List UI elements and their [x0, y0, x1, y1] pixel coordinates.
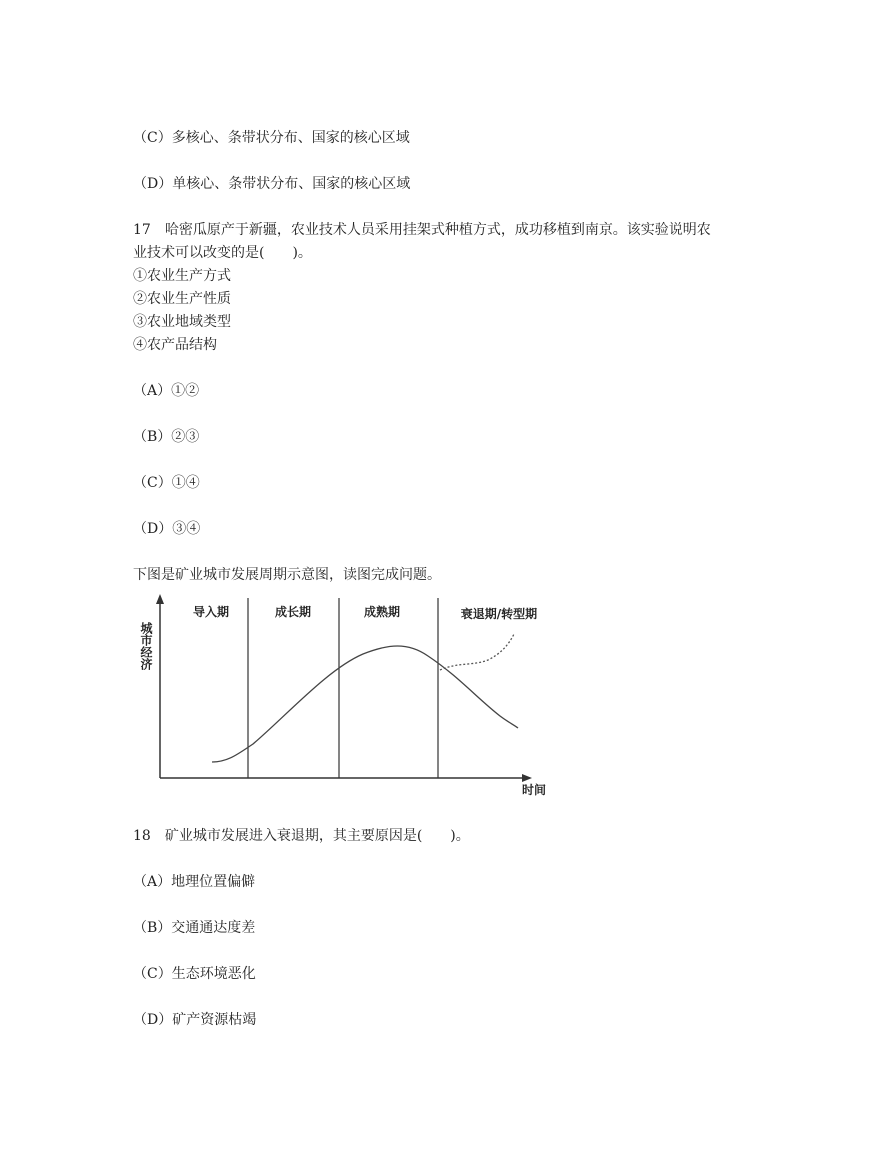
- question-18-stem: 18 矿业城市发展进入衰退期，其主要原因是( )。: [133, 828, 470, 844]
- question-17-item-4: ④农产品结构: [133, 337, 217, 353]
- x-axis-arrow: [522, 774, 532, 782]
- question-17-item-3: ③农业地域类型: [133, 314, 231, 330]
- question-17-item-1: ①农业生产方式: [133, 268, 231, 284]
- question-17-option-b: （B）②③: [133, 429, 200, 445]
- y-axis-label: 城市经济: [139, 622, 153, 670]
- stage-label-introduction: 导入期: [192, 605, 230, 619]
- option-c-prev: （C）多核心、条带状分布、国家的核心区域: [133, 130, 410, 146]
- question-18-option-b: （B）交通通达度差: [133, 920, 256, 936]
- mining-city-cycle-figure: [128, 594, 568, 800]
- y-axis-arrow: [156, 594, 164, 604]
- question-18-option-a: （A）地理位置偏僻: [133, 874, 256, 890]
- question-17-option-d: （D）③④: [133, 521, 201, 537]
- question-18-option-c: （C）生态环境恶化: [133, 966, 256, 982]
- question-17-item-2: ②农业生产性质: [133, 291, 231, 307]
- x-axis-label: 时间: [521, 783, 547, 797]
- question-17-stem-line2: 业技术可以改变的是( )。: [133, 245, 312, 261]
- question-18-option-d: （D）矿产资源枯竭: [133, 1012, 257, 1028]
- transformation-curve: [440, 634, 514, 670]
- question-17-stem: [133, 219, 773, 357]
- question-17-stem-line1: 17 哈密瓜原产于新疆，农业技术人员采用挂架式种植方式，成功移植到南京。该实验说明农: [133, 222, 711, 238]
- stage-label-growth: 成长期: [274, 605, 312, 619]
- stage-label-maturity: 成熟期: [363, 605, 401, 619]
- question-17-option-c: （C）①④: [133, 475, 200, 491]
- question-17-option-a: （A）①②: [133, 383, 200, 399]
- cycle-diagram: [128, 594, 568, 800]
- figure-intro: 下图是矿业城市发展周期示意图，读图完成问题。: [133, 567, 441, 583]
- stage-label-decline: 衰退期/转型期: [460, 607, 538, 621]
- option-d-prev: （D）单核心、条带状分布、国家的核心区域: [133, 176, 411, 192]
